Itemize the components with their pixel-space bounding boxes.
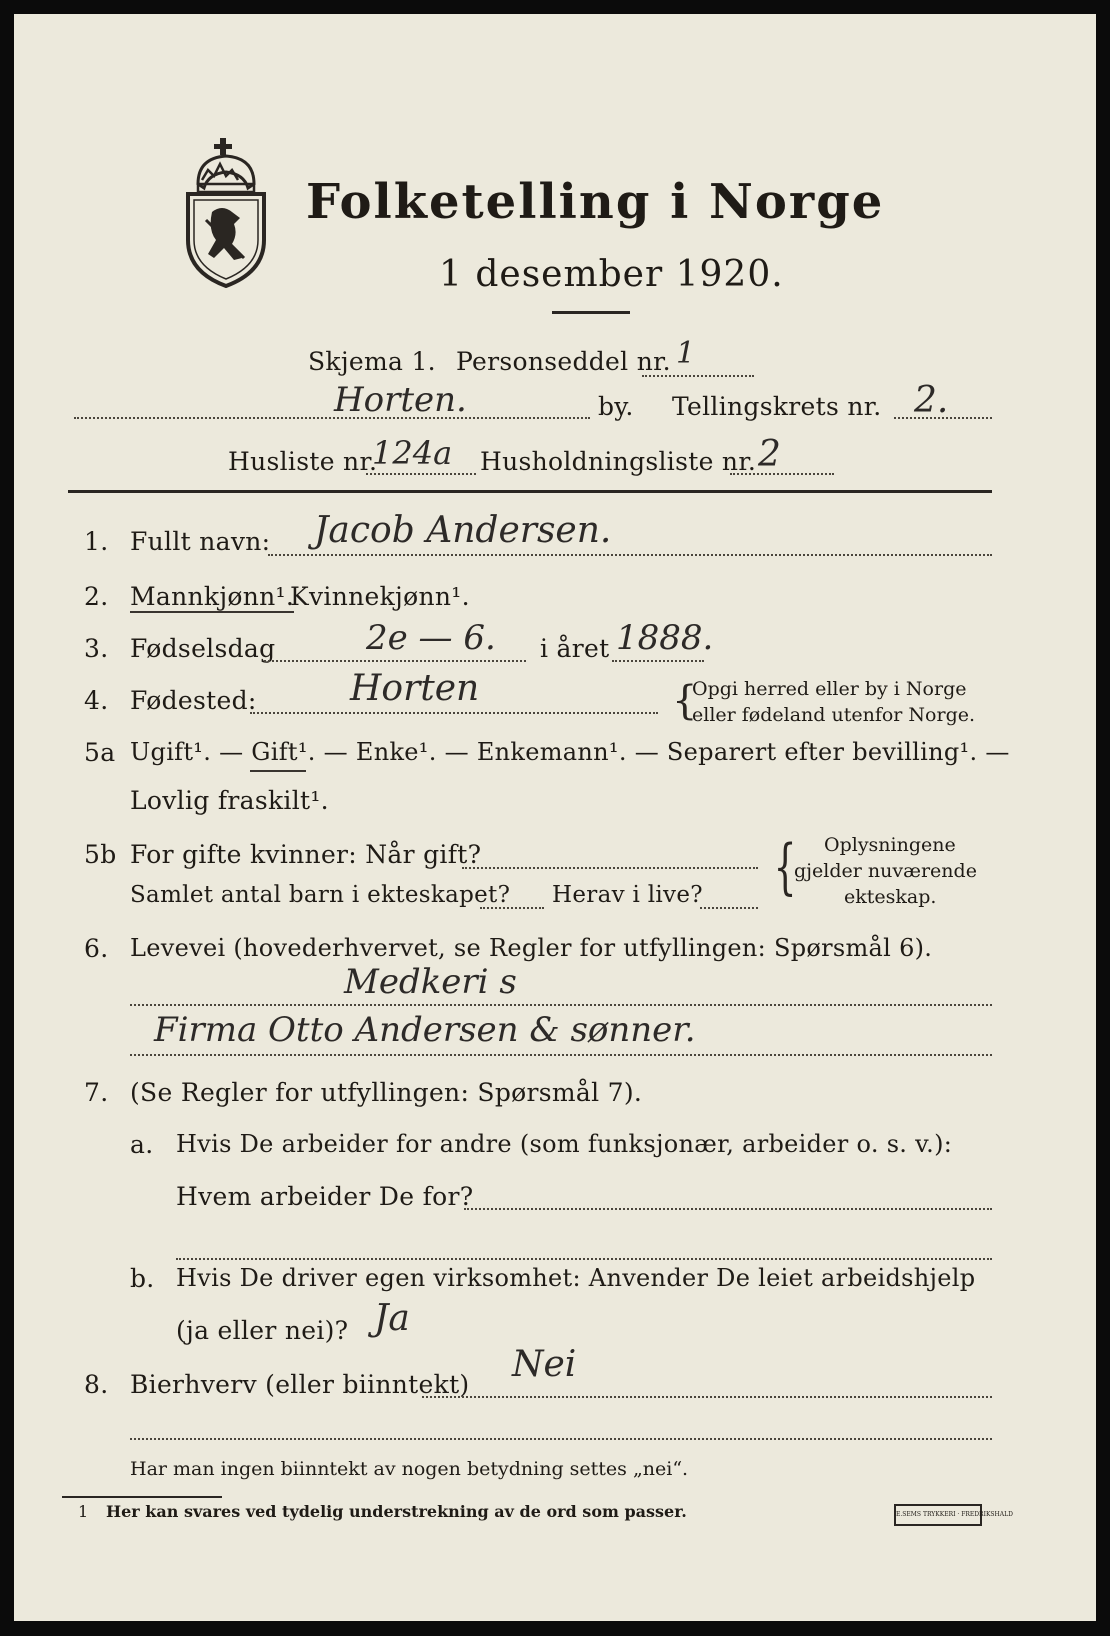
q5b-note-line1: Oplysningene	[824, 834, 956, 856]
biinntekt-note: Har man ingen biinntekt av nogen betydning settes „nei“.	[130, 1458, 689, 1480]
q5b-brace: {	[773, 832, 797, 902]
q2-number: 2.	[84, 582, 109, 611]
q6-label: Levevei (hovederhvervet, se Regler for utfyllingen: Spørsmål 6).	[130, 934, 933, 962]
census-date: 1 desember 1920.	[439, 254, 784, 295]
footnote-mark: 1	[78, 1502, 89, 1521]
q2-female-option[interactable]: Kvinnekjønn¹.	[290, 582, 470, 611]
q1-value[interactable]: Jacob Andersen.	[314, 510, 612, 551]
husliste-label: Husliste nr.	[228, 447, 378, 476]
q5b-married-label: For gifte kvinner: Når gift?	[130, 840, 482, 869]
q7-number: 7.	[84, 1078, 109, 1107]
q5a-options[interactable]: Ugift¹. — Gift¹. — Enke¹. — Enkemann¹. — Separert efter bevilling¹. —	[130, 738, 1010, 766]
husholdning-value[interactable]: 2	[758, 434, 781, 475]
q7a-number: a.	[130, 1130, 154, 1159]
q7-label: (Se Regler for utfyllingen: Spørsmål 7).	[130, 1078, 643, 1107]
q3-label: Fødselsdag	[130, 634, 276, 663]
husholdning-line	[730, 473, 834, 475]
form-title: Folketelling i Norge	[306, 174, 885, 230]
q5b-children-line	[480, 907, 544, 909]
coat-of-arms-icon	[184, 136, 268, 288]
personseddel-line	[642, 375, 754, 377]
q4-value[interactable]: Horten	[350, 668, 480, 709]
q8-line2	[130, 1438, 992, 1440]
q5a-number: 5a	[84, 738, 116, 767]
header-rule	[68, 490, 992, 493]
place-line	[74, 417, 590, 419]
husliste-line	[366, 473, 476, 475]
q6-number: 6.	[84, 934, 109, 963]
q5b-note-line3: ekteskap.	[844, 886, 937, 908]
q5b-married-line	[462, 867, 758, 869]
q4-note-line2: eller fødeland utenfor Norge.	[692, 704, 976, 726]
q5b-note-line2: gjelder nuværende	[794, 860, 977, 882]
q8-label: Bierhverv (eller biinntekt)	[130, 1370, 470, 1399]
husliste-value[interactable]: 124a	[372, 434, 453, 472]
personseddel-label: Personseddel nr.	[456, 347, 671, 376]
title-divider	[552, 311, 630, 314]
q3-year-value[interactable]: 1888.	[616, 618, 714, 658]
q4-brace: {	[672, 678, 698, 724]
q2-male-option[interactable]: Mannkjønn¹.	[130, 582, 295, 611]
by-label: by.	[598, 392, 634, 421]
q8-number: 8.	[84, 1370, 109, 1399]
q3-year-label: i året	[540, 634, 610, 663]
printer-stamp: E.SEMS TRYKKERI · FREDRIKSHALD	[894, 1504, 982, 1526]
q5b-children-label: Samlet antal barn i ekteskapet?	[130, 882, 511, 908]
tellingskrets-label: Tellingskrets nr.	[672, 392, 882, 421]
footnote-rule	[62, 1496, 222, 1498]
q5b-number: 5b	[84, 840, 117, 869]
census-form	[14, 14, 1096, 1621]
q7b-text: Hvis De driver egen virksomhet: Anvender De leiet arbeidshjelp	[176, 1264, 976, 1292]
q3-date-value[interactable]: 2e — 6.	[366, 618, 496, 658]
q5b-alive-label: Herav i live?	[552, 882, 703, 908]
q1-line	[268, 554, 992, 556]
q5b-alive-line	[700, 907, 758, 909]
q6-value-line1[interactable]: Medkeri s	[344, 962, 517, 1002]
q7a-line2	[176, 1258, 992, 1260]
q7b-number: b.	[130, 1264, 155, 1293]
husholdning-label: Husholdningsliste nr.	[480, 447, 757, 476]
q3-date-line	[264, 660, 526, 662]
q6-line1	[130, 1004, 992, 1006]
footnote-text: Her kan svares ved tydelig understrekning av de ord som passer.	[106, 1502, 687, 1521]
personseddel-value[interactable]: 1	[676, 336, 696, 371]
q1-label: Fullt navn:	[130, 527, 271, 556]
q3-number: 3.	[84, 634, 109, 663]
q7a-text: Hvis De arbeider for andre (som funksjonær, arbeider o. s. v.):	[176, 1130, 953, 1158]
q4-number: 4.	[84, 686, 109, 715]
q8-value[interactable]: Nei	[512, 1344, 577, 1385]
q7a-line1	[464, 1208, 992, 1210]
schema-label: Skjema 1.	[308, 347, 436, 376]
tellingskrets-value[interactable]: 2.	[914, 380, 949, 421]
q8-line1	[422, 1396, 992, 1398]
q6-value-line2[interactable]: Firma Otto Andersen & sønner.	[154, 1010, 696, 1050]
q3-year-line	[612, 660, 704, 662]
q1-number: 1.	[84, 527, 109, 556]
q4-note-line1: Opgi herred eller by i Norge	[692, 678, 967, 700]
q5a-options-cont[interactable]: Lovlig fraskilt¹.	[130, 786, 329, 815]
q4-label: Fødested:	[130, 686, 257, 715]
q7b-question: (ja eller nei)?	[176, 1316, 349, 1345]
q7a-question: Hvem arbeider De for?	[176, 1182, 474, 1211]
q6-line2	[130, 1054, 992, 1056]
place-value[interactable]: Horten.	[334, 380, 467, 420]
q7b-value[interactable]: Ja	[374, 1298, 410, 1339]
q5a-gift-underline	[250, 770, 306, 772]
q4-line	[250, 712, 658, 714]
